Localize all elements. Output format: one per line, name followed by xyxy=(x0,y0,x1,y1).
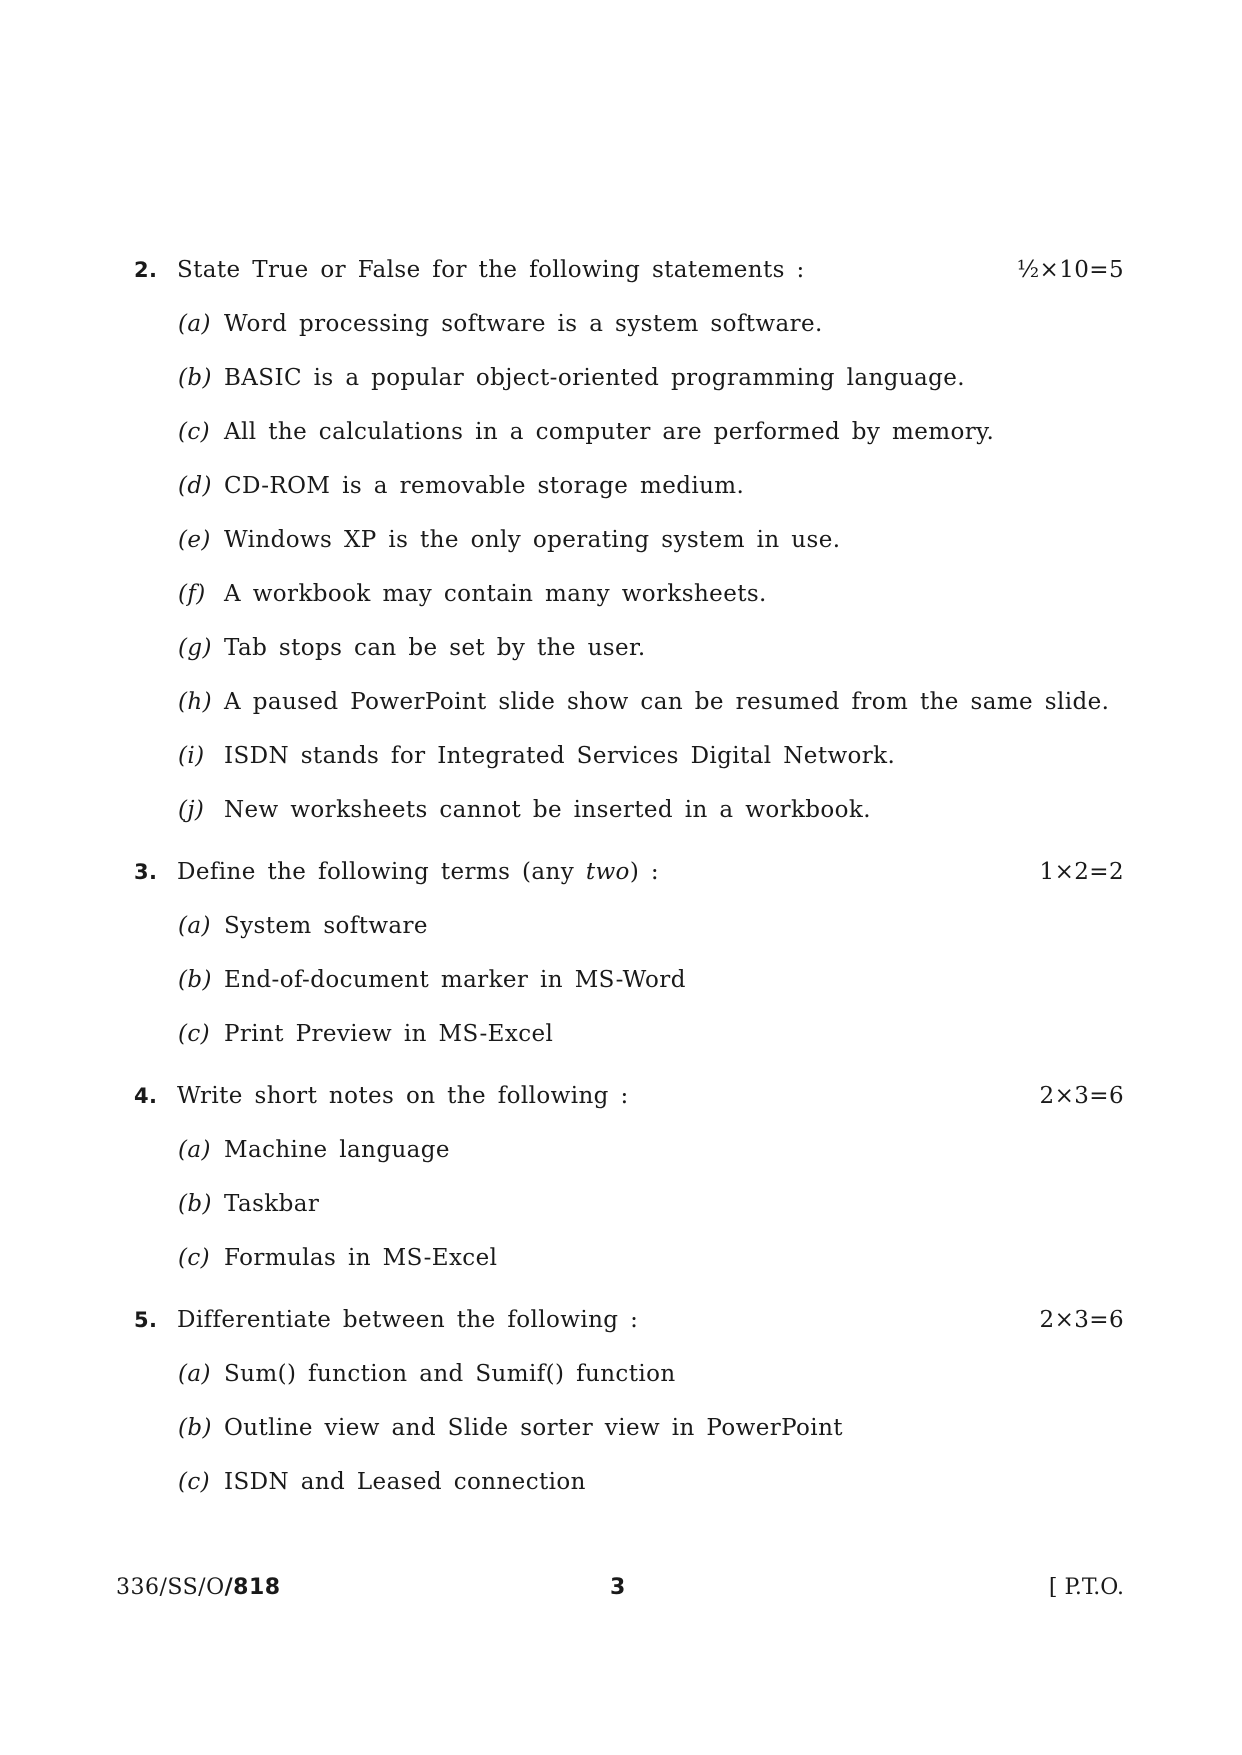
question-3 xyxy=(134,854,1124,890)
sub-item-label: (a) xyxy=(178,1361,211,1387)
sub-item-text: Windows XP is the only operating system in use. xyxy=(224,527,841,553)
paper-code-prefix: 336/SS/O xyxy=(116,1575,225,1600)
question-text-end: ) : xyxy=(629,859,660,885)
sub-item-text: System software xyxy=(224,913,428,939)
sub-item xyxy=(178,1356,1098,1392)
sub-item-label: (c) xyxy=(178,1469,211,1495)
page-number: 3 xyxy=(610,1575,626,1600)
paper-code-number: /818 xyxy=(224,1575,281,1600)
sub-item-label: (i) xyxy=(178,743,205,769)
sub-item xyxy=(178,1186,1098,1222)
sub-item-text: New worksheets cannot be inserted in a workbook. xyxy=(224,797,871,823)
sub-item-text: A paused PowerPoint slide show can be resumed from the same slide. xyxy=(224,689,1110,715)
sub-item xyxy=(178,1240,1098,1276)
sub-item-text: BASIC is a popular object-oriented programming language. xyxy=(224,365,965,391)
sub-item-text: Machine language xyxy=(224,1137,450,1163)
sub-item-text: End-of-document marker in MS-Word xyxy=(224,967,686,993)
question-number: 2. xyxy=(134,258,158,282)
question-number: 5. xyxy=(134,1308,158,1332)
sub-item xyxy=(178,468,1098,504)
question-text: State True or False for the following statements : xyxy=(177,257,805,283)
sub-item-label: (c) xyxy=(178,1245,211,1271)
question-marks: ½×10=5 xyxy=(1016,257,1124,283)
sub-item-label: (g) xyxy=(178,635,212,661)
question-text-emphasis: two xyxy=(585,859,630,885)
sub-item xyxy=(178,576,1098,612)
sub-item-label: (c) xyxy=(178,1021,211,1047)
sub-item xyxy=(178,522,1098,558)
sub-item-label: (c) xyxy=(178,419,211,445)
question-text: Differentiate between the following : xyxy=(177,1307,639,1333)
sub-item xyxy=(178,1016,1098,1052)
sub-item-label: (e) xyxy=(178,527,211,553)
question-number: 4. xyxy=(134,1084,158,1108)
sub-item-text: A workbook may contain many worksheets. xyxy=(224,581,767,607)
sub-item-text: Formulas in MS-Excel xyxy=(224,1245,498,1271)
sub-item-label: (a) xyxy=(178,1137,211,1163)
question-text xyxy=(177,854,659,890)
question-marks: 2×3=6 xyxy=(1039,1307,1124,1333)
question-text: Write short notes on the following : xyxy=(177,1083,629,1109)
sub-item-text: Word processing software is a system software. xyxy=(224,311,823,337)
sub-item xyxy=(178,360,1098,396)
question-2 xyxy=(134,252,1124,288)
sub-item xyxy=(178,306,1098,342)
question-marks: 2×3=6 xyxy=(1039,1083,1124,1109)
question-marks: 1×2=2 xyxy=(1039,859,1124,885)
sub-item xyxy=(178,1132,1098,1168)
sub-item-text: Tab stops can be set by the user. xyxy=(224,635,646,661)
sub-item-label: (a) xyxy=(178,913,211,939)
sub-item xyxy=(178,684,1110,720)
sub-item-text: CD-ROM is a removable storage medium. xyxy=(224,473,745,499)
sub-item xyxy=(178,1464,1098,1500)
sub-item-text: Taskbar xyxy=(224,1191,320,1217)
sub-item-text: ISDN and Leased connection xyxy=(224,1469,586,1495)
sub-item xyxy=(178,630,1098,666)
sub-item xyxy=(178,1410,1098,1446)
sub-item-label: (b) xyxy=(178,967,212,993)
sub-item-text: ISDN stands for Integrated Services Digital Network. xyxy=(224,743,896,769)
sub-item-text: Outline view and Slide sorter view in PowerPoint xyxy=(224,1415,843,1441)
sub-item-label: (h) xyxy=(178,689,212,715)
sub-item xyxy=(178,962,1098,998)
sub-item xyxy=(178,738,1098,774)
sub-item xyxy=(178,414,1098,450)
sub-item-label: (j) xyxy=(178,797,205,823)
please-turn-over: [ P.T.O. xyxy=(1048,1575,1124,1600)
sub-item-text: All the calculations in a computer are performed by memory. xyxy=(224,419,995,445)
question-5 xyxy=(134,1302,1124,1338)
sub-item-text: Sum() function and Sumif() function xyxy=(224,1361,676,1387)
paper-code xyxy=(116,1570,281,1606)
sub-item xyxy=(178,908,1098,944)
sub-item-label: (d) xyxy=(178,473,212,499)
question-number: 3. xyxy=(134,860,158,884)
sub-item-label: (b) xyxy=(178,365,212,391)
question-text-start: Define the following terms (any xyxy=(177,859,586,885)
sub-item-label: (a) xyxy=(178,311,211,337)
sub-item-label: (b) xyxy=(178,1191,212,1217)
question-4 xyxy=(134,1078,1124,1114)
sub-item xyxy=(178,792,1098,828)
sub-item-label: (b) xyxy=(178,1415,212,1441)
sub-item-text: Print Preview in MS-Excel xyxy=(224,1021,554,1047)
page-footer xyxy=(116,1570,1124,1606)
sub-item-label: (f) xyxy=(178,581,206,607)
